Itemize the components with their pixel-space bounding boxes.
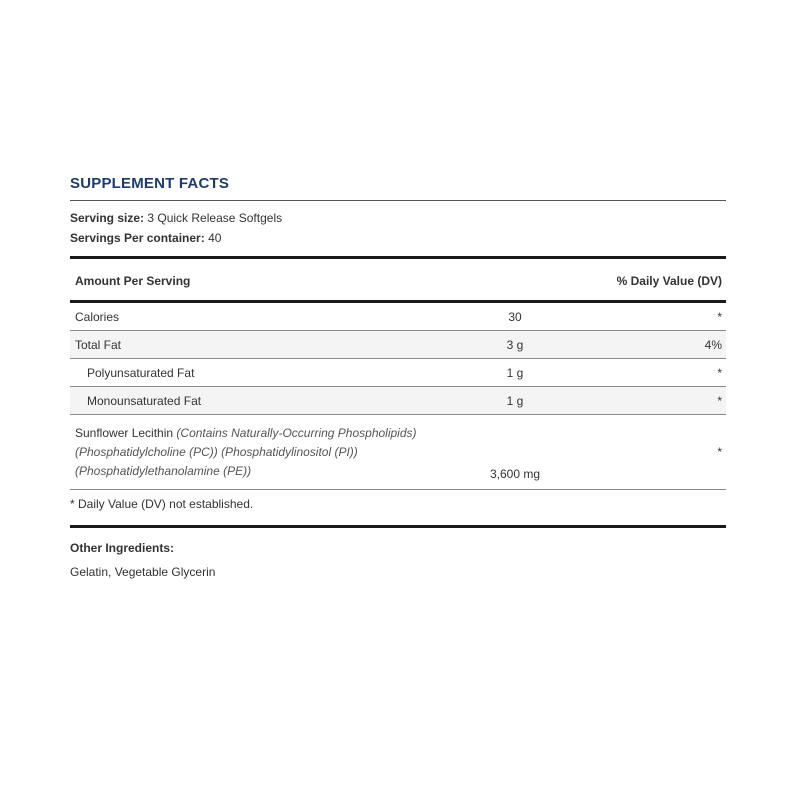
other-ingredients-text: Gelatin, Vegetable Glycerin xyxy=(70,565,216,579)
header-daily-value: % Daily Value (DV) xyxy=(563,262,726,302)
nutrient-name: Polyunsaturated Fat xyxy=(70,359,467,387)
servings-per-container-label: Servings Per container: xyxy=(70,231,205,245)
nutrient-dv: * xyxy=(563,359,726,387)
serving-size-value: 3 Quick Release Softgels xyxy=(147,211,283,225)
nutrient-name: Total Fat xyxy=(70,331,467,359)
table-row xyxy=(70,387,726,415)
serving-size-label: Serving size: xyxy=(70,211,145,225)
serving-size xyxy=(70,211,282,225)
serving-divider xyxy=(70,256,726,259)
lecithin-name: Sunflower Lecithin xyxy=(75,425,174,440)
panel-title: SUPPLEMENT FACTS xyxy=(70,175,230,192)
nutrient-amount: 30 xyxy=(467,302,563,331)
nutrition-table xyxy=(70,262,726,490)
lecithin-note-2: (Phosphatidylcholine (PC)) (Phosphatidylinositol (PI)) xyxy=(75,444,358,459)
nutrient-dv: * xyxy=(563,387,726,415)
lecithin-note-3: (Phosphatidylethanolamine (PE)) xyxy=(75,463,252,478)
lecithin-note-1: (Contains Naturally-Occurring Phospholipids) xyxy=(176,425,417,440)
servings-per-container xyxy=(70,231,221,245)
table-header-row xyxy=(70,262,726,302)
nutrient-name: Monounsaturated Fat xyxy=(70,387,467,415)
title-divider xyxy=(70,200,726,201)
nutrient-name: Calories xyxy=(70,302,467,331)
table-row xyxy=(70,302,726,331)
dv-footnote: * Daily Value (DV) not established. xyxy=(70,497,254,511)
nutrient-dv: 4% xyxy=(563,331,726,359)
header-amount-per-serving: Amount Per Serving xyxy=(70,262,467,302)
other-ingredients-label: Other Ingredients: xyxy=(70,541,175,555)
lecithin-amount: 3,600 mg xyxy=(467,415,563,490)
nutrient-amount: 3 g xyxy=(467,331,563,359)
table-row xyxy=(70,359,726,387)
nutrient-amount: 1 g xyxy=(467,359,563,387)
table-row xyxy=(70,331,726,359)
lecithin-dv: * xyxy=(563,415,726,490)
table-row-lecithin xyxy=(70,415,726,490)
lecithin-cell xyxy=(70,415,467,490)
servings-per-container-value: 40 xyxy=(208,231,222,245)
nutrient-dv: * xyxy=(563,302,726,331)
nutrient-amount: 1 g xyxy=(467,387,563,415)
footnote-divider xyxy=(70,525,726,528)
